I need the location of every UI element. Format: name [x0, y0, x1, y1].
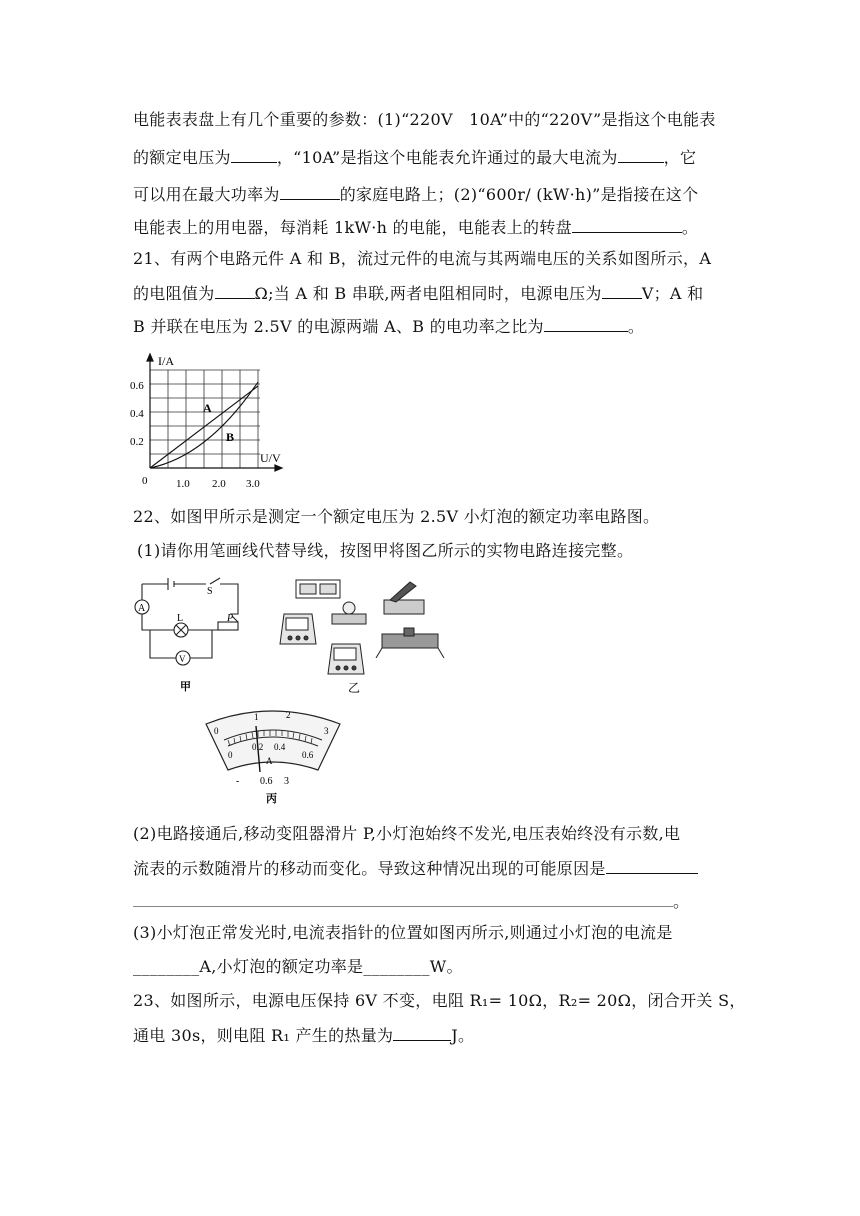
q23-text: 通电 30s，则电阻 R₁ 产生的热量为	[133, 1026, 394, 1045]
x-tick: 3.0	[246, 478, 260, 490]
y-tick: 0.2	[130, 436, 144, 448]
answer-blank[interactable]	[602, 282, 642, 299]
circuit-diagram	[130, 574, 252, 698]
q22-text: 流表的示数随滑片的移动而变化。导致这种情况出现的可能原因是	[133, 859, 606, 878]
q21-line-3	[133, 315, 644, 338]
answer-blank[interactable]	[606, 857, 698, 874]
ammeter-symbol-label: A	[138, 603, 146, 614]
answer-blank[interactable]	[618, 146, 664, 163]
curve-b-label: B	[226, 430, 235, 444]
q22-p2-line-1: (2)电路接通后,移动变阻器滑片 P,小灯泡始终不发光,电压表始终没有示数,电	[133, 824, 681, 843]
meter-unit: A	[266, 756, 273, 766]
q21-text: V；A 和	[641, 284, 704, 303]
top-scale-label: 0	[214, 726, 219, 736]
q21-text: 的电阻值为	[133, 284, 215, 303]
top-scale-label: 3	[324, 726, 329, 736]
q22-text: 。	[673, 892, 690, 911]
q20-line-3	[133, 183, 698, 206]
switch-icon	[384, 582, 424, 614]
q20-text: 。	[681, 218, 699, 237]
q23-line-1: 23、如图所示，电源电压保持 6V 不变，电阻 R₁= 10Ω，R₂= 20Ω，闭合开关 S，	[133, 991, 746, 1010]
lamp-label: L	[177, 613, 184, 624]
curve-a-label: A	[203, 401, 212, 415]
q20-text: ，它	[663, 148, 697, 167]
voltmeter-symbol-label: V	[179, 654, 186, 664]
q20-line-1: 电能表表盘上有几个重要的参数：(1)“220V 10A”中的“220V”是指这个电能表	[133, 110, 716, 129]
q21-text: 。	[627, 317, 645, 336]
ammeter-icon	[280, 614, 316, 644]
y-tick: 0.6	[130, 380, 144, 392]
q20-line-2	[133, 146, 696, 169]
answer-blank[interactable]	[393, 1024, 451, 1041]
terminal-label: 3	[284, 776, 289, 787]
answer-blank[interactable]	[572, 216, 682, 233]
q22-line-2: (1)请你用笔画线代替导线，按图甲将图乙所示的实物电路连接完整。	[137, 541, 634, 560]
answer-blank[interactable]	[215, 282, 255, 299]
bottom-scale-label: 0.6	[302, 750, 314, 760]
fig-yi-label: 乙	[348, 681, 361, 695]
q22-p3-line-2: ________A,小灯泡的额定功率是________W。	[133, 957, 463, 976]
q21-line-2	[133, 282, 703, 305]
q20-text: 的额定电压为	[133, 148, 231, 167]
slider-label: P	[227, 613, 234, 624]
graph-x-label: U/V	[260, 451, 281, 465]
bottom-scale-label: 0.2	[252, 742, 264, 752]
x-tick: 2.0	[212, 478, 226, 490]
terminal-label: -	[236, 776, 240, 787]
top-scale-label: 2	[286, 710, 291, 720]
q22-p2-line-3	[133, 890, 689, 913]
q21-text: Ω;当 A 和 B 串联,两者电阻相同时，电源电压为	[254, 284, 602, 303]
q23-text: J。	[451, 1026, 475, 1045]
top-scale-label: 1	[254, 712, 259, 722]
graph-y-label: I/A	[158, 354, 174, 368]
battery-icon	[296, 580, 340, 598]
fig-jia-label: 甲	[180, 681, 191, 693]
q20-text: 电能表上的用电器，每消耗 1kW·h 的电能，电能表上的转盘	[133, 218, 572, 237]
q20-text: ，“10A”是指这个电能表允许通过的最大电流为	[276, 148, 618, 167]
q23-line-2	[133, 1024, 474, 1047]
graph-grid	[150, 370, 260, 468]
rheostat-icon	[376, 628, 444, 658]
iu-graph	[128, 352, 298, 494]
q22-line-1: 22、如图甲所示是测定一个额定电压为 2.5V 小灯泡的额定功率电路图。	[133, 507, 660, 526]
dial-face	[206, 711, 340, 770]
answer-blank[interactable]	[231, 146, 277, 163]
voltmeter-icon	[328, 644, 364, 674]
q21-text: B 并联在电压为 2.5V 的电源两端 A、B 的电功率之比为	[133, 317, 544, 336]
fig-bing-label: 丙	[266, 793, 277, 805]
q20-text: 可以用在最大功率为	[133, 185, 280, 204]
components-figure	[270, 574, 450, 698]
x-tick: 1.0	[176, 478, 190, 490]
q21-line-1: 21、有两个电路元件 A 和 B，流过元件的电流与其两端电压的关系如图所示，A	[133, 249, 712, 268]
bottom-scale-label: 0	[228, 750, 233, 760]
lamp-icon	[332, 602, 366, 624]
answer-blank[interactable]	[280, 183, 340, 200]
terminal-label: 0.6	[260, 776, 273, 787]
q22-p3-line-1: (3)小灯泡正常发光时,电流表指针的位置如图丙所示,则通过小灯泡的电流是	[133, 923, 673, 942]
switch-label: S	[207, 586, 213, 597]
answer-blank[interactable]	[544, 315, 628, 332]
q20-line-4	[133, 216, 698, 239]
q20-text: 的家庭电路上；(2)“600r/ (kW·h)”是指接在这个	[339, 185, 699, 204]
q22-p2-line-2	[133, 857, 698, 880]
ammeter-dial	[200, 704, 350, 808]
origin-label: 0	[142, 475, 148, 487]
answer-blank[interactable]	[133, 890, 673, 907]
bottom-scale-label: 0.4	[274, 742, 286, 752]
y-tick: 0.4	[130, 408, 144, 420]
